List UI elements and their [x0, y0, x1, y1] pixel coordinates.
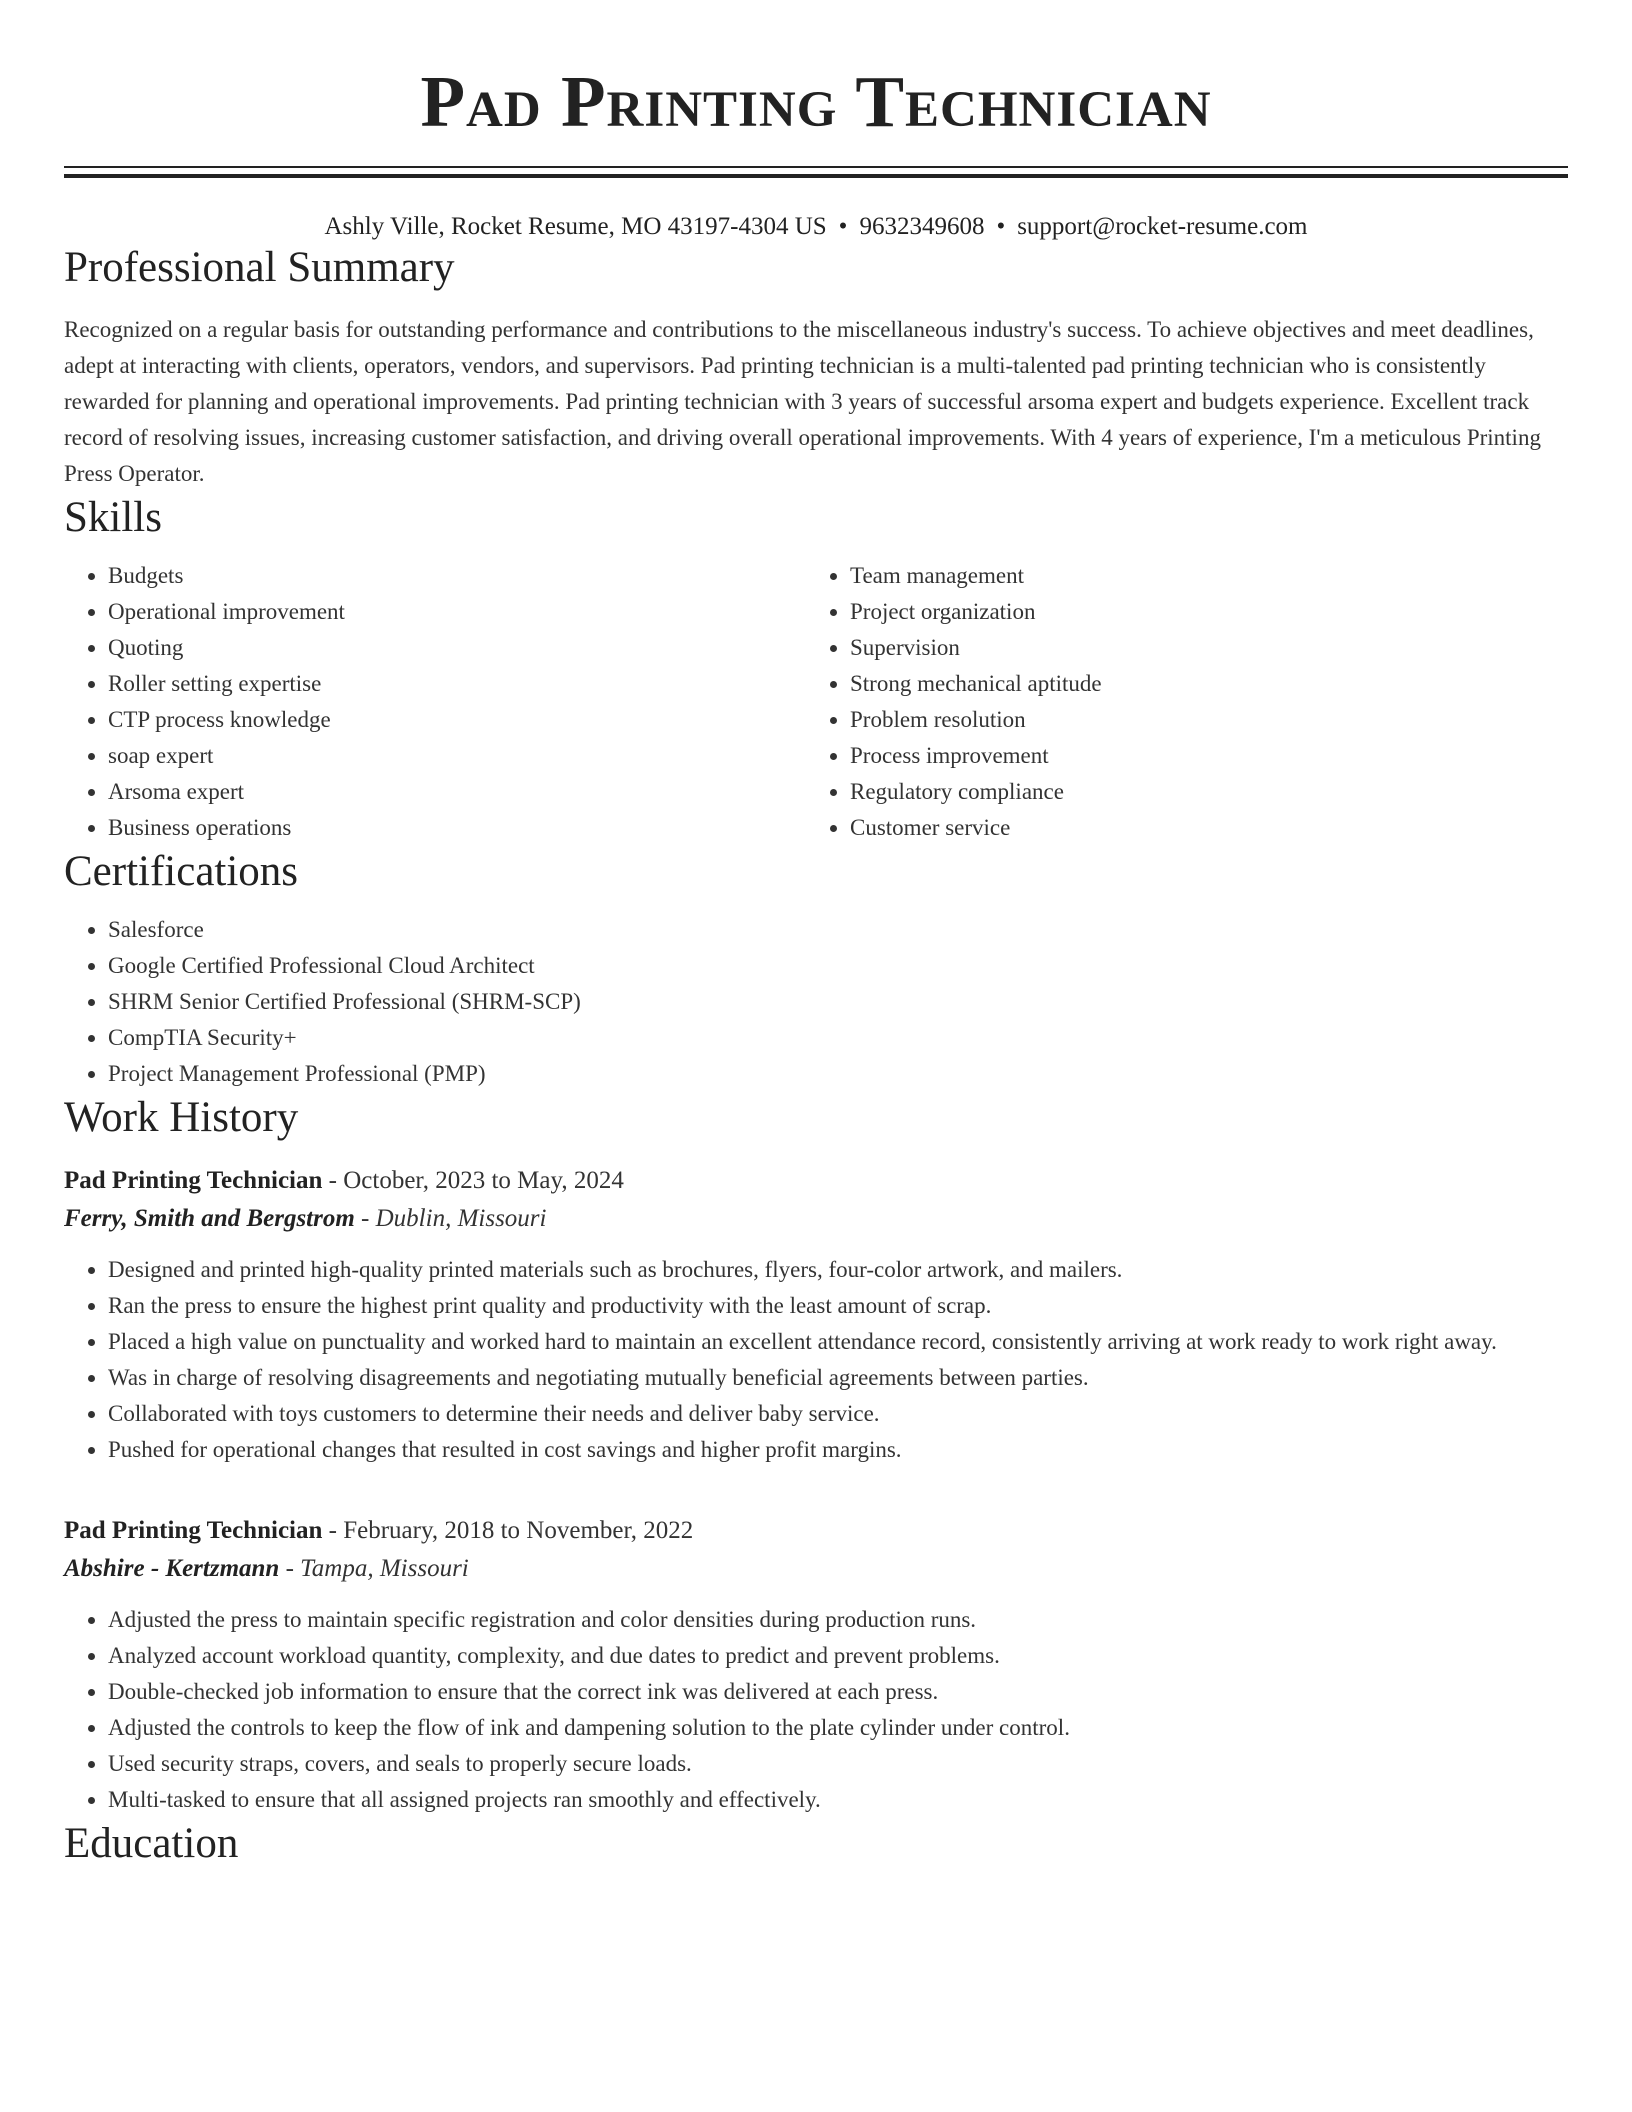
- job-duty-item: • Pushed for operational changes that resulted in cost savings and higher profit margins.: [108, 1432, 1568, 1468]
- title-divider-bottom: [64, 174, 1568, 178]
- job-company-line: [64, 1200, 1568, 1238]
- job-location: Tampa, Missouri: [300, 1555, 469, 1582]
- summary-heading: Professional Summary: [64, 244, 455, 291]
- certification-item: • CompTIA Security+: [108, 1020, 1568, 1056]
- job-entry: [64, 1162, 1568, 1468]
- skills-heading: Skills: [64, 494, 162, 541]
- resume-title: Pad Printing Technician: [420, 61, 1212, 142]
- skill-item: • Strong mechanical aptitude: [850, 666, 1548, 702]
- job-title-line: [64, 1162, 1568, 1200]
- skill-item: • Budgets: [108, 558, 806, 594]
- job-duty-item: • Ran the press to ensure the highest print quality and productivity with the least amount of scrap.: [108, 1288, 1568, 1324]
- job-dash: -: [354, 1205, 376, 1232]
- job-duty-item: • Was in charge of resolving disagreements and negotiating mutually beneficial agreements between parties.: [108, 1360, 1568, 1396]
- job-duty-item: • Double-checked job information to ensure that the correct ink was delivered at each press.: [108, 1674, 1568, 1710]
- contact-line: [64, 212, 1568, 242]
- job-duties-list: [64, 1252, 1568, 1468]
- contact-phone: 9632349608: [859, 213, 985, 240]
- job-entry: [64, 1512, 1568, 1818]
- certification-item: • Project Management Professional (PMP): [108, 1056, 1568, 1092]
- job-duty-item: • Adjusted the press to maintain specific registration and color densities during production runs.: [108, 1602, 1568, 1638]
- contact-separator: •: [838, 213, 848, 240]
- skill-item: • Roller setting expertise: [108, 666, 806, 702]
- skill-item: • CTP process knowledge: [108, 702, 806, 738]
- skills-list-right: [806, 558, 1548, 846]
- job-title-line: [64, 1512, 1568, 1550]
- skill-item: • Project organization: [850, 594, 1548, 630]
- skill-item: • Quoting: [108, 630, 806, 666]
- contact-separator: •: [996, 213, 1006, 240]
- skill-item: • Arsoma expert: [108, 774, 806, 810]
- education-heading: Education: [64, 1820, 239, 1867]
- job-duty-item: • Designed and printed high-quality printed materials such as brochures, flyers, four-color artwork, and mailers.: [108, 1252, 1568, 1288]
- skill-item: • Problem resolution: [850, 702, 1548, 738]
- skill-item: • Supervision: [850, 630, 1548, 666]
- certification-item: • Google Certified Professional Cloud Architect: [108, 948, 1568, 984]
- job-title: Pad Printing Technician: [64, 1167, 323, 1194]
- job-duty-item: • Analyzed account workload quantity, complexity, and due dates to predict and prevent problems.: [108, 1638, 1568, 1674]
- job-duty-item: • Multi-tasked to ensure that all assigned projects ran smoothly and effectively.: [108, 1782, 1568, 1818]
- job-company: Abshire - Kertzmann: [64, 1555, 280, 1582]
- job-company: Ferry, Smith and Bergstrom: [64, 1205, 355, 1232]
- certifications-heading: Certifications: [64, 848, 299, 895]
- contact-address: Ashly Ville, Rocket Resume, MO 43197-4304 US: [324, 213, 827, 240]
- skill-item: • Customer service: [850, 810, 1548, 846]
- job-company-line: [64, 1550, 1568, 1588]
- skill-item: • soap expert: [108, 738, 806, 774]
- job-dash: -: [322, 1167, 344, 1194]
- job-dates: February, 2018 to November, 2022: [343, 1517, 694, 1544]
- job-dash: -: [322, 1517, 344, 1544]
- skill-item: • Business operations: [108, 810, 806, 846]
- job-duties-list: [64, 1602, 1568, 1818]
- summary-text: Recognized on a regular basis for outstanding performance and contributions to the miscellaneous industry's success. To achieve objectives and meet deadlines, adept at interacting with clients, operators, vendors, and supervisors. Pad printing technician is a multi-talented pad printing technician who is consistently rewarded for planning and operational improvements. Pad printing technician with 3 years of successful arsoma expert and budgets experience. Excellent track record of resolving issues, increasing customer satisfaction, and driving overall operational improvements. With 4 years of experience, I'm a meticulous Printing Press Operator.: [64, 317, 1541, 486]
- job-title: Pad Printing Technician: [64, 1517, 323, 1544]
- job-dates: October, 2023 to May, 2024: [343, 1167, 624, 1194]
- job-duty-item: • Collaborated with toys customers to determine their needs and deliver baby service.: [108, 1396, 1568, 1432]
- skills-grid: [64, 558, 1568, 846]
- contact-email: support@rocket-resume.com: [1017, 213, 1308, 240]
- job-duty-item: • Adjusted the controls to keep the flow of ink and dampening solution to the plate cylinder under control.: [108, 1710, 1568, 1746]
- work-history-heading: Work History: [64, 1094, 299, 1141]
- title-divider-top: [64, 166, 1568, 168]
- skills-list-left: [64, 558, 806, 846]
- skill-item: • Operational improvement: [108, 594, 806, 630]
- skill-item: • Process improvement: [850, 738, 1548, 774]
- certification-item: • Salesforce: [108, 912, 1568, 948]
- certifications-list: [64, 912, 1568, 1092]
- skill-item: • Team management: [850, 558, 1548, 594]
- job-dash: -: [279, 1555, 301, 1582]
- certification-item: • SHRM Senior Certified Professional (SHRM-SCP): [108, 984, 1568, 1020]
- skills-column-left: [64, 558, 806, 846]
- job-location: Dublin, Missouri: [375, 1205, 547, 1232]
- skills-column-right: [806, 558, 1548, 846]
- job-duty-item: • Placed a high value on punctuality and worked hard to maintain an excellent attendance record, consistently arriving at work ready to work right away.: [108, 1324, 1568, 1360]
- job-duty-item: • Used security straps, covers, and seals to properly secure loads.: [108, 1746, 1568, 1782]
- skill-item: • Regulatory compliance: [850, 774, 1548, 810]
